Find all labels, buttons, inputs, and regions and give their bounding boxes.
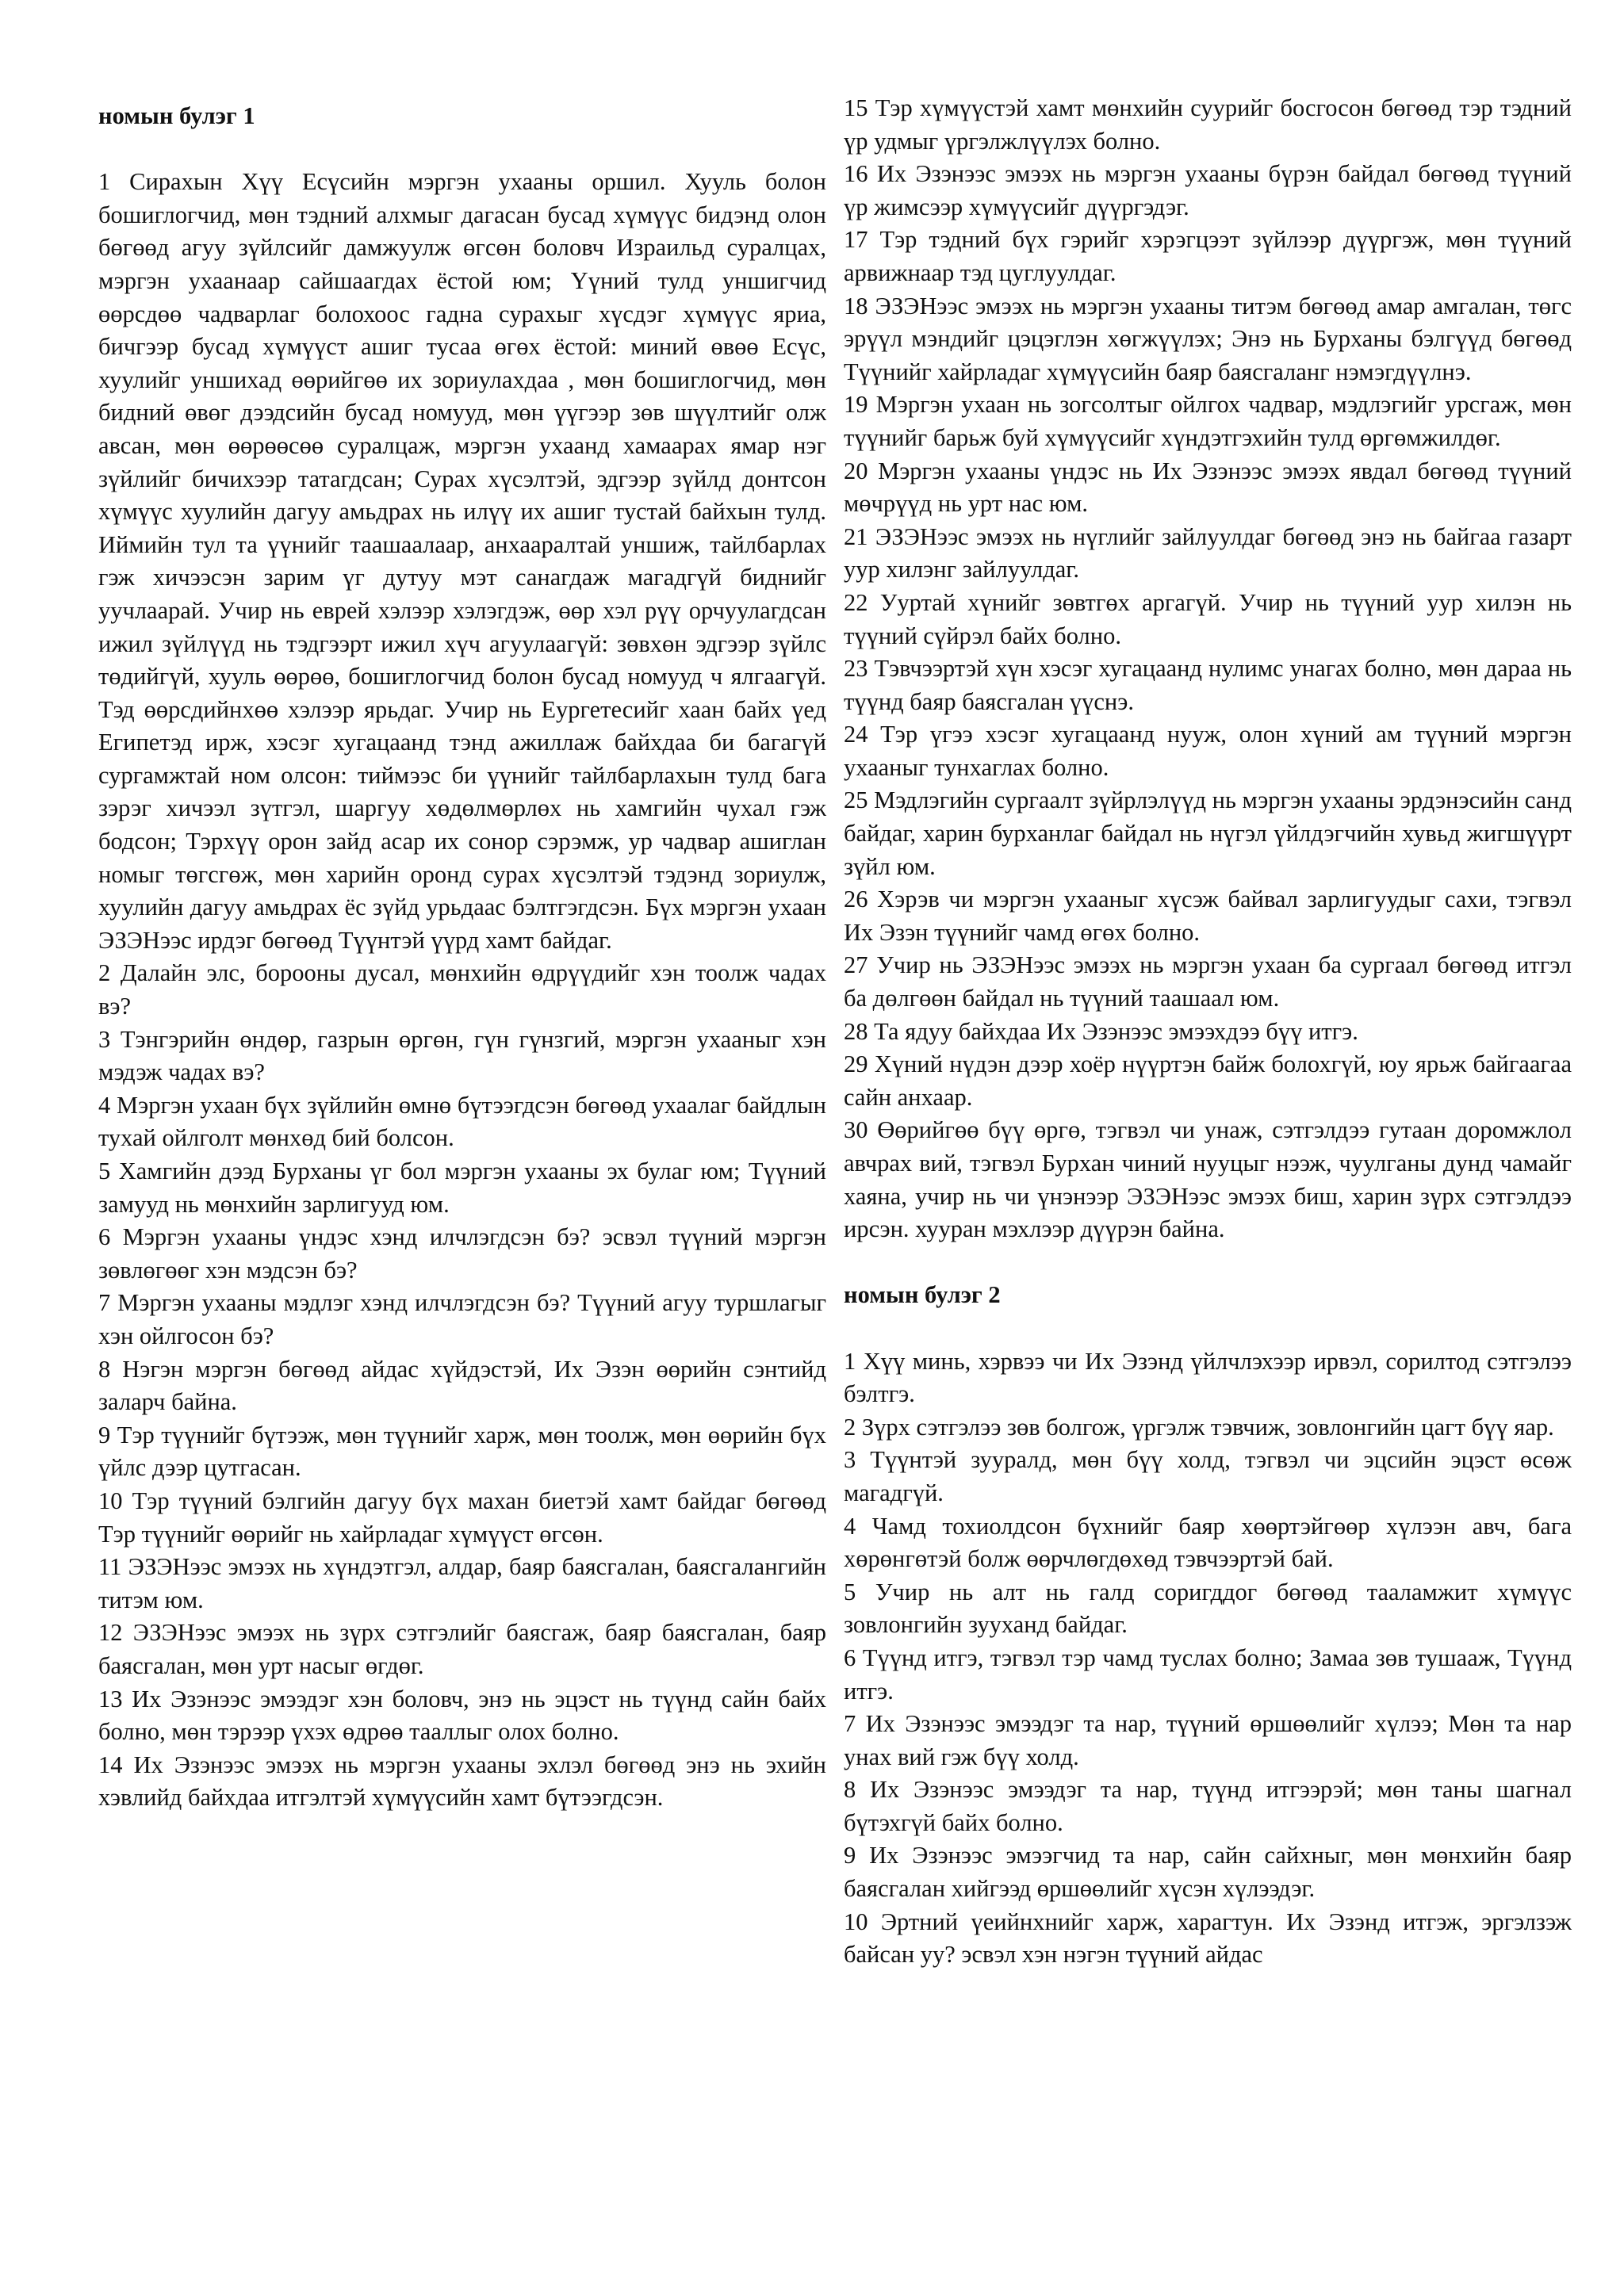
- verse: 22 Ууртай хүнийг зөвтгөх аргагүй. Учир нь түүний уур хилэн нь түүний сүйрэл байх болно.: [844, 588, 1572, 649]
- chapter-title: номын булэг 2: [844, 1281, 1001, 1309]
- verse: 3 Тэнгэрийн өндөр, газрын өргөн, гүн гүнзгий, мэргэн ухааныг хэн мэдэж чадах вэ?: [98, 1025, 826, 1086]
- verse: 8 Нэгэн мэргэн бөгөөд айдас хүйдэстэй, Их Эзэн өөрийн сэнтийд заларч байна.: [98, 1355, 826, 1416]
- verse: 8 Их Эзэнээс эмээдэг та нар, түүнд итгээрэй; мөн таны шагнал бүтэхгүй байх болно.: [844, 1776, 1572, 1836]
- verse: 13 Их Эзэнээс эмээдэг хэн боловч, энэ нь эцэст нь түүнд сайн байх болно, мөн тэрээр үхэх өдрөө тааллыг олох болно.: [98, 1685, 826, 1746]
- verse: 21 ЭЗЭНээс эмээх нь нүглийг зайлуулдаг бөгөөд энэ нь байгаа газарт уур хилэнг зайлуулдаг.: [844, 522, 1572, 584]
- verse: 7 Мэргэн ухааны мэдлэг хэнд илчлэгдсэн бэ? Түүний агуу туршлагыг хэн ойлгосон бэ?: [98, 1289, 826, 1349]
- verse: 1 Сирахын Хүү Есүсийн мэргэн ухааны оршил. Хууль болон бошиглогчид, мөн тэдний алхмыг дагасан бусад хүмүүс бидэнд олон бөгөөд агуу зүйлсийг дамжуулж өгсөн боловч Израильд суралцах, мэргэн ухаанаар сайшаагдах ёстой юм; Үүний тулд уншигчид өөрсдөө чадварлаг болохоос гадна сурахыг хүсдэг хүмүүс яриа, бичгээр бусад хүмүүст ашиг тусаа өгөх ёстой: миний өвөө Есүс, хуулийг уншихад өөрийгөө их зориулахдаа , мөн бошиглогчид, мөн бидний өвөг дээдсийн бусад номууд, мөн үүгээр зөв шүүлтийг олж авсан, мөн өөрөөсөө суралцаж, мэргэн ухаанд хамаарах ямар нэг зүйлийг бичихээр татагдсан; Сурах хүсэлтэй, эдгээр зүйлд донтсон хүмүүс хуулийн дагуу амьдрах нь илүү их ашиг тустай байхын тулд. Иймийн тул та үүнийг таашаалаар, анхааралтай уншиж, тайлбарлах гэж хичээсэн зарим үг дутуу мэт санагдаж магадгүй биднийг уучлаарай. Учир нь еврей хэлээр хэлэгдэж, өөр хэл рүү орчуулагдсан ижил зүйлүүд нь тэдгээрт ижил хүч агуулаагүй: зөвхөн эдгээр зүйлс төдийгүй, хууль өөрөө, бошиглогчид болон бусад номууд ч ялгаагүй. Тэд өөрсдийнхөө хэлээр ярьдаг. Учир нь Еургетесийг хаан байх үед Египетэд ирж, хэсэг хугацаанд тэнд ажиллаж байхдаа би багагүй сургамжтай ном олсон: тиймээс би үүнийг тайлбарлахын тулд бага зэрэг хичээл зүтгэл, шаргуу хөдөлмөрлөх нь хамгийн чухал гэж бодсон; Тэрхүү орон зайд асар их сонор сэрэмж, ур чадвар ашиглан номыг төгсгөж, мөн харийн оронд сурах хүсэлтэй тэдэнд зориулж, хуулийн дагуу амьдрах ёс зүйд урьдаас бэлтгэгдсэн. Бүх мэргэн ухаан ЭЗЭНээс ирдэг бөгөөд Түүнтэй үүрд хамт байдаг.: [98, 168, 826, 954]
- verse: 25 Мэдлэгийн сургаалт зүйрлэлүүд нь мэргэн ухааны эрдэнэсийн санд байдаг, харин бурханлаг байдал нь нүгэл үйлдэгчийн хувьд жигшүүрт зүйл юм.: [844, 786, 1572, 880]
- verse: 5 Учир нь алт нь галд соригддог бөгөөд тааламжит хүмүүс зовлонгийн зууханд байдаг.: [844, 1578, 1572, 1639]
- verse: 9 Их Эзэнээс эмээгчид та нар, сайн сайхныг, мөн мөнхийн баяр баясгалан хийгээд өршөөлийг хүсэн хүлээдэг.: [844, 1842, 1572, 1903]
- verse: 29 Хүний нүдэн дээр хоёр нүүртэн байж болохгүй, юу ярьж байгаагаа сайн анхаар.: [844, 1050, 1572, 1111]
- verse: 7 Их Эзэнээс эмээдэг та нар, түүний өршөөлийг хүлээ; Мөн та нар унах вий гэж бүү холд.: [844, 1710, 1572, 1770]
- verse: 23 Тэвчээртэй хүн хэсэг хугацаанд нулимс унагах болно, мөн дараа нь түүнд баяр баясгалан үүснэ.: [844, 655, 1572, 715]
- chapter-title: номын булэг 1: [98, 102, 255, 129]
- verse: 30 Өөрийгөө бүү өргө, тэгвэл чи унаж, сэтгэлдээ гутаан доромжлол авчрах вий, тэгвэл Бурхан чиний нууцыг нээж, чуулганы дунд чамайг хаяна, учир нь чи үнэнээр ЭЗЭНээс эмээх биш, харин зүрх сэтгэлдээ ирсэн. хууран мэхлээр дүүрэн байна.: [844, 1116, 1572, 1243]
- verse: 15 Тэр хүмүүстэй хамт мөнхийн суурийг босгосон бөгөөд тэр тэдний үр удмыг үргэлжлүүлэх болно.: [844, 94, 1572, 155]
- verse: 5 Хамгийн дээд Бурханы үг бол мэргэн ухааны эх булаг юм; Түүний замууд нь мөнхийн зарлигууд юм.: [98, 1158, 826, 1218]
- verse: 2 Далайн элс, борооны дусал, мөнхийн өдрүүдийг хэн тоолж чадах вэ?: [98, 959, 826, 1020]
- chapter-1-verses: [98, 166, 826, 1815]
- chapter-2-verses: [844, 1345, 1572, 1972]
- verse: 17 Тэр тэдний бүх гэрийг хэрэгцээт зүйлээр дүүргэж, мөн түүний арвижнаар тэд цуглуулдаг.: [844, 226, 1572, 286]
- verse: 16 Их Эзэнээс эмээх нь мэргэн ухааны бүрэн байдал бөгөөд түүний үр жимсээр хүмүүсийг дүүргэдэг.: [844, 160, 1572, 220]
- verse: 26 Хэрэв чи мэргэн ухааныг хүсэж байвал зарлигуудыг сахи, тэгвэл Их Эзэн түүнийг чамд өгөх болно.: [844, 886, 1572, 946]
- verse: 1 Хүү минь, хэрвээ чи Их Эзэнд үйлчлэхээр ирвэл, сорилтод сэтгэлээ бэлтгэ.: [844, 1347, 1572, 1408]
- verse: 20 Мэргэн ухааны үндэс нь Их Эзэнээс эмээх явдал бөгөөд түүний мөчрүүд нь урт нас юм.: [844, 457, 1572, 518]
- verse: 18 ЭЗЭНээс эмээх нь мэргэн ухааны титэм бөгөөд амар амгалан, төгс эрүүл мэндийг цэцэглэн хөгжүүлэх; Энэ нь Бурханы бэлгүүд бөгөөд Түүнийг хайрладаг хүмүүсийн баяр баясгаланг нэмэгдүүлнэ.: [844, 292, 1572, 385]
- chapter-1-verses-continued: [844, 92, 1572, 1246]
- right-column: [844, 92, 1572, 1972]
- verse: 24 Тэр үгээ хэсэг хугацаанд нууж, олон хүний ам түүний мэргэн ухааныг тунхаглах болно.: [844, 721, 1572, 781]
- section-gap: [844, 1246, 1572, 1280]
- verse: 10 Эртний үеийнхнийг харж, харагтун. Их Эзэнд итгэж, эргэлзэж байсан уу? эсвэл хэн нэгэн түүний айдас: [844, 1908, 1572, 1969]
- verse: 9 Тэр түүнийг бүтээж, мөн түүнийг харж, мөн тоолж, мөн өөрийн бүх үйлс дээр цутгасан.: [98, 1421, 826, 1482]
- verse: 4 Чамд тохиолдсон бүхнийг баяр хөөртэйгөөр хүлээн авч, бага хөрөнгөтэй болж өөрчлөгдөхөд тэвчээртэй бай.: [844, 1512, 1572, 1573]
- verse: 28 Та ядуу байхдаа Их Эзэнээс эмээхдээ бүү итгэ.: [844, 1017, 1358, 1045]
- verse: 10 Тэр түүний бэлгийн дагуу бүх махан биетэй хамт байдаг бөгөөд Тэр түүнийг өөрийг нь хайрладаг хүмүүст өгсөн.: [98, 1487, 826, 1548]
- verse: 11 ЭЗЭНээс эмээх нь хүндэтгэл, алдар, баяр баясгалан, баясгалангийн титэм юм.: [98, 1553, 826, 1613]
- verse: 4 Мэргэн ухаан бүх зүйлийн өмнө бүтээгдсэн бөгөөд ухаалаг байдлын тухай ойлголт мөнхөд бий болсон.: [98, 1091, 826, 1152]
- verse: 3 Түүнтэй зууралд, мөн бүү холд, тэгвэл чи эцсийн эцэст өсөж магадгүй.: [844, 1446, 1572, 1506]
- verse: 14 Их Эзэнээс эмээх нь мэргэн ухааны эхлэл бөгөөд энэ нь эхийн хэвлийд байхдаа итгэлтэй хүмүүсийн хамт бүтээгдсэн.: [98, 1751, 826, 1812]
- left-column: [98, 92, 826, 1815]
- verse: 6 Түүнд итгэ, тэгвэл тэр чамд туслах болно; Замаа зөв тушааж, Түүнд итгэ.: [844, 1644, 1572, 1705]
- verse: 27 Учир нь ЭЗЭНээс эмээх нь мэргэн ухаан ба сургаал бөгөөд итгэл ба дөлгөөн байдал нь түүний таашаал юм.: [844, 951, 1572, 1012]
- verse: 12 ЭЗЭНээс эмээх нь зүрх сэтгэлийг баясгаж, баяр баясгалан, баяр баясгалан, мөн урт насыг өгдөг.: [98, 1619, 826, 1679]
- verse: 6 Мэргэн ухааны үндэс хэнд илчлэгдсэн бэ? эсвэл түүний мэргэн зөвлөгөөг хэн мэдсэн бэ?: [98, 1223, 826, 1284]
- verse: 2 Зүрх сэтгэлээ зөв болгож, үргэлж тэвчиж, зовлонгийн цагт бүү яар.: [844, 1413, 1554, 1441]
- verse: 19 Мэргэн ухаан нь зогсолтыг ойлгох чадвар, мэдлэгийг урсгаж, мөн түүнийг барьж буй хүмүүсийг хүндэтгэхийн тулд өргөмжилдөг.: [844, 391, 1572, 451]
